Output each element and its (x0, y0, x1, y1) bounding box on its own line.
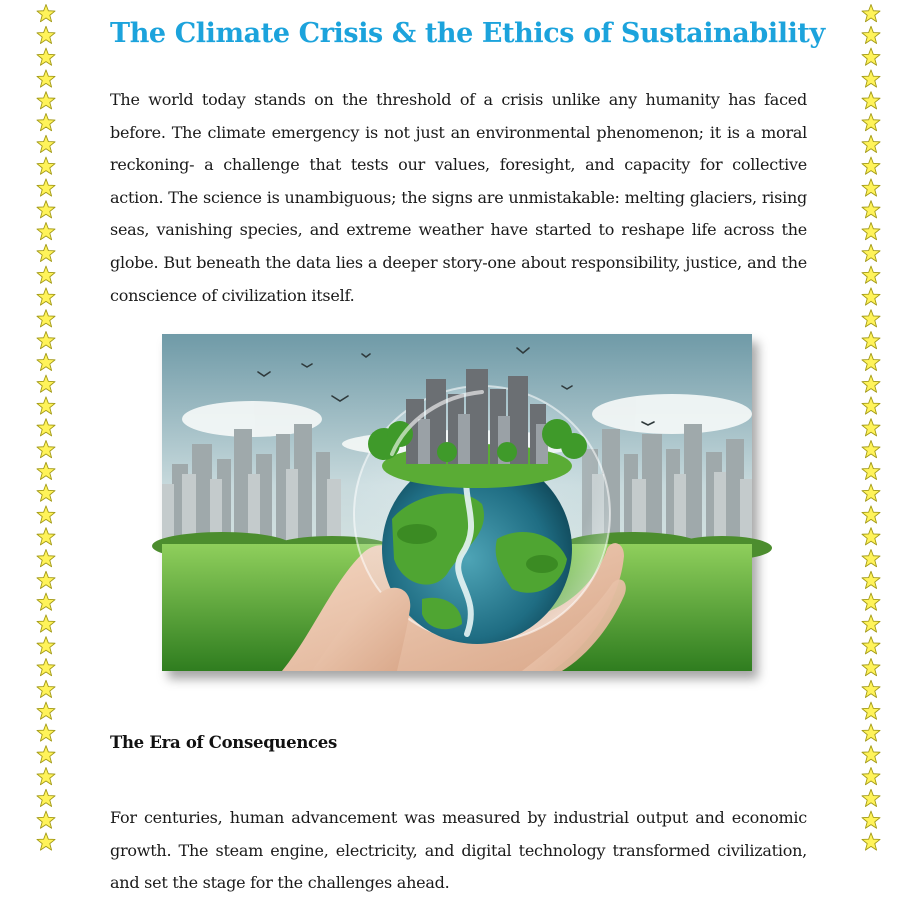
star-icon (37, 680, 55, 697)
star-icon (862, 659, 880, 676)
star-icon (862, 441, 880, 458)
hand-holding-earth-city-illustration (162, 334, 752, 671)
star-icon (862, 266, 880, 283)
star-icon (862, 92, 880, 109)
star-icon (862, 768, 880, 785)
star-icon (37, 157, 55, 174)
star-icon (862, 702, 880, 719)
document-title: The Climate Crisis & the Ethics of Sustainability (110, 18, 825, 49)
star-icon (37, 48, 55, 65)
star-icon (862, 223, 880, 240)
star-icon (37, 441, 55, 458)
star-border-column (860, 4, 882, 861)
star-icon (862, 288, 880, 305)
star-icon (862, 70, 880, 87)
star-icon (37, 659, 55, 676)
star-icon (37, 768, 55, 785)
star-icon (37, 266, 55, 283)
star-icon (37, 244, 55, 261)
star-icon (862, 157, 880, 174)
star-icon (37, 484, 55, 501)
star-icon (37, 179, 55, 196)
star-icon (862, 5, 880, 22)
star-icon (37, 550, 55, 567)
star-icon (862, 135, 880, 152)
star-icon (862, 353, 880, 370)
star-icon (37, 702, 55, 719)
star-icon (862, 506, 880, 523)
star-icon (862, 26, 880, 43)
star-icon (862, 811, 880, 828)
star-icon (37, 397, 55, 414)
star-icon (862, 332, 880, 349)
star-icon (862, 114, 880, 131)
star-icon (37, 26, 55, 43)
star-icon (37, 462, 55, 479)
star-icon (37, 746, 55, 763)
star-border-column (35, 4, 57, 861)
star-icon (862, 48, 880, 65)
star-icon (862, 179, 880, 196)
star-icon (37, 593, 55, 610)
star-icon (37, 288, 55, 305)
star-icon (37, 353, 55, 370)
left-star-border (35, 4, 57, 861)
star-icon (37, 724, 55, 741)
star-icon (862, 789, 880, 806)
star-icon (37, 135, 55, 152)
star-icon (37, 833, 55, 850)
star-icon (37, 223, 55, 240)
section-paragraph: For centuries, human advancement was measured by industrial output and economic growth. The steam engine, electricity, and digital technology transformed civilization, and set the stage for the challenges ahead. (110, 808, 807, 893)
star-icon (862, 419, 880, 436)
star-icon (862, 201, 880, 218)
star-icon (862, 462, 880, 479)
star-icon (37, 506, 55, 523)
star-icon (37, 310, 55, 327)
climate-illustration (162, 334, 752, 671)
star-icon (37, 201, 55, 218)
star-icon (37, 375, 55, 392)
section-heading: The Era of Consequences (110, 733, 337, 752)
star-icon (37, 419, 55, 436)
star-icon (862, 615, 880, 632)
star-icon (862, 680, 880, 697)
star-icon (862, 484, 880, 501)
star-icon (862, 375, 880, 392)
star-icon (37, 92, 55, 109)
star-icon (37, 571, 55, 588)
star-icon (862, 746, 880, 763)
star-icon (862, 637, 880, 654)
right-star-border (860, 4, 882, 861)
star-icon (37, 637, 55, 654)
star-icon (37, 5, 55, 22)
star-icon (862, 833, 880, 850)
star-icon (37, 70, 55, 87)
star-icon (37, 332, 55, 349)
intro-paragraph: The world today stands on the threshold of a crisis unlike any humanity has faced before. The climate emergency is not just an environmental phenomenon; it is a moral reckoning- a challenge that tests our values, foresight, and capacity for collective action. The science is unambiguous; the signs are unmistakable: melting glaciers, rising seas, vanishing species, and extreme weather have started to reshape life across the globe. But beneath the data lies a deeper story-one about responsibility, justice, and the conscience of civilization itself. (110, 90, 807, 305)
star-icon (862, 397, 880, 414)
star-icon (862, 593, 880, 610)
star-icon (37, 789, 55, 806)
star-icon (37, 615, 55, 632)
star-icon (37, 528, 55, 545)
star-icon (37, 811, 55, 828)
star-icon (862, 528, 880, 545)
star-icon (862, 310, 880, 327)
star-icon (37, 114, 55, 131)
star-icon (862, 550, 880, 567)
star-icon (862, 244, 880, 261)
star-icon (862, 571, 880, 588)
star-icon (862, 724, 880, 741)
